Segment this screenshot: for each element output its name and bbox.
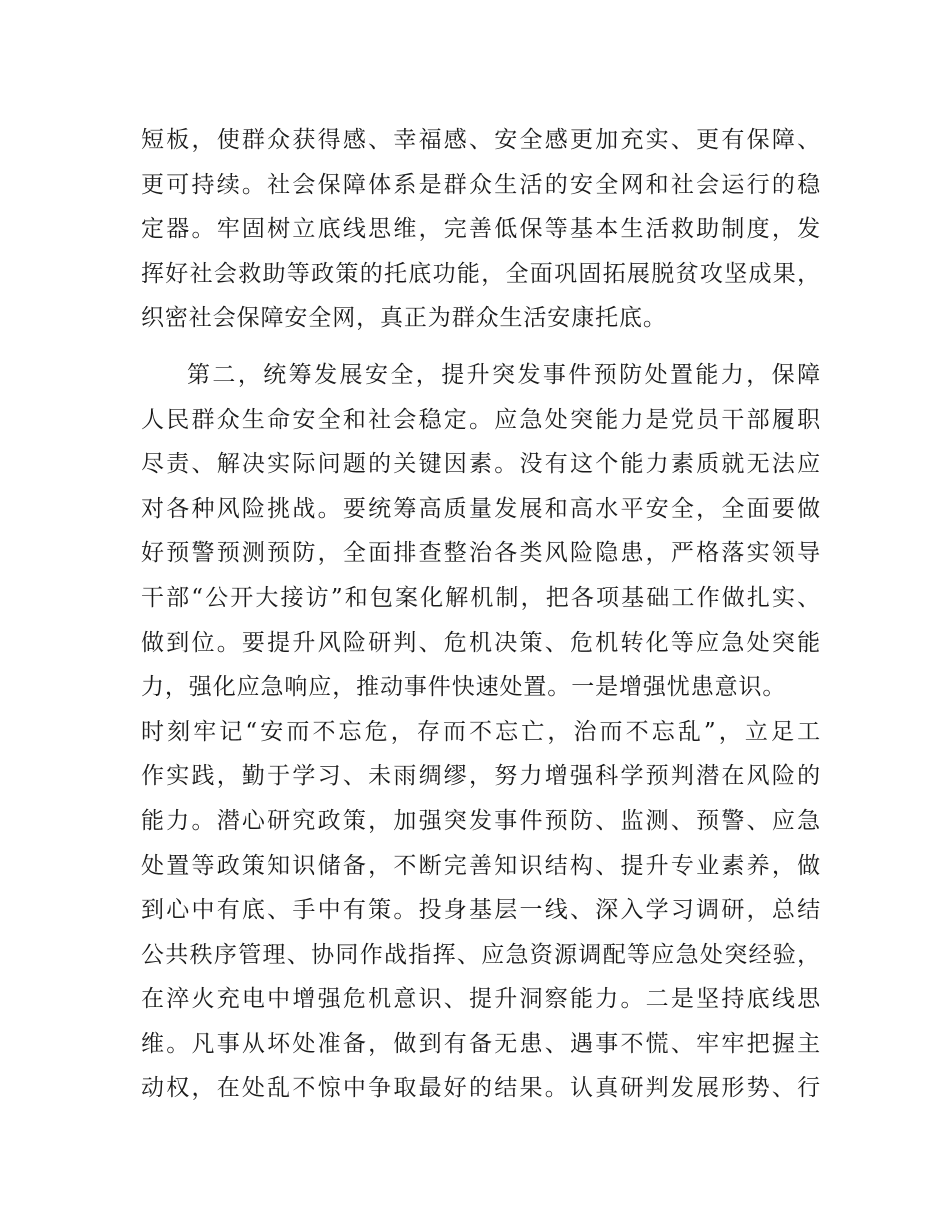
paragraph-line: 力，强化应急响应，推动事件快速处置。一是增强忧患意识。 [141,674,787,701]
paragraph-line: 能力。潜心研究政策，加强突发事件预防、监测、预警、应急 [141,807,821,834]
paragraph-line: 处置等政策知识储备，不断完善知识结构、提升专业素养，做 [141,852,821,879]
paragraph-emergency-capability [141,353,821,1111]
document-body [141,118,821,1111]
paragraph-line: 到心中有底、手中有策。投身基层一线、深入学习调研，总结 [141,897,821,924]
paragraph-spacer [141,341,821,353]
paragraph-line: 作实践，勤于学习、未雨绸缪，努力增强科学预判潜在风险的 [141,763,821,790]
paragraph-line: 人民群众生命安全和社会稳定。应急处突能力是党员干部履职 [141,406,821,433]
paragraph-line: 好预警预测预防，全面排查整治各类风险隐患，严格落实领导 [141,540,821,567]
paragraph-line: 时刻牢记“安而不忘危，存而不忘亡，治而不忘乱”，立足工 [141,718,821,745]
paragraph-line: 定器。牢固树立底线思维，完善低保等基本生活救助制度，发 [141,216,821,243]
paragraph-line: 干部“公开大接访”和包案化解机制，把各项基础工作做扎实、 [141,584,821,611]
paragraph-line: 在淬火充电中增强危机意识、提升洞察能力。二是坚持底线思 [141,986,821,1013]
paragraph-line: 做到位。要提升风险研判、危机决策、危机转化等应急处突能 [141,629,821,656]
paragraph-line: 织密社会保障安全网，真正为群众生活安康托底。 [141,305,667,332]
paragraph-social-security [141,118,821,341]
paragraph-line: 对各种风险挑战。要统筹高质量发展和高水平安全，全面要做 [141,495,821,522]
paragraph-line: 公共秩序管理、协同作战指挥、应急资源调配等应急处突经验， [141,941,821,968]
paragraph-line: 短板，使群众获得感、幸福感、安全感更加充实、更有保障、 [141,127,821,153]
paragraph-line: 挥好社会救助等政策的托底功能，全面巩固拓展脱贫攻坚成果， [141,260,821,287]
paragraph-line: 尽责、解决实际问题的关键因素。没有这个能力素质就无法应 [141,451,821,478]
paragraph-line: 更可持续。社会保障体系是群众生活的安全网和社会运行的稳 [141,171,821,198]
paragraph-line: 动权，在处乱不惊中争取最好的结果。认真研判发展形势、行 [141,1075,821,1102]
paragraph-first-line: 第二，统筹发展安全，提升突发事件预防处置能力，保障 [187,361,821,388]
paragraph-line: 维。凡事从坏处准备，做到有备无患、遇事不慌、牢牢把握主 [141,1030,821,1057]
